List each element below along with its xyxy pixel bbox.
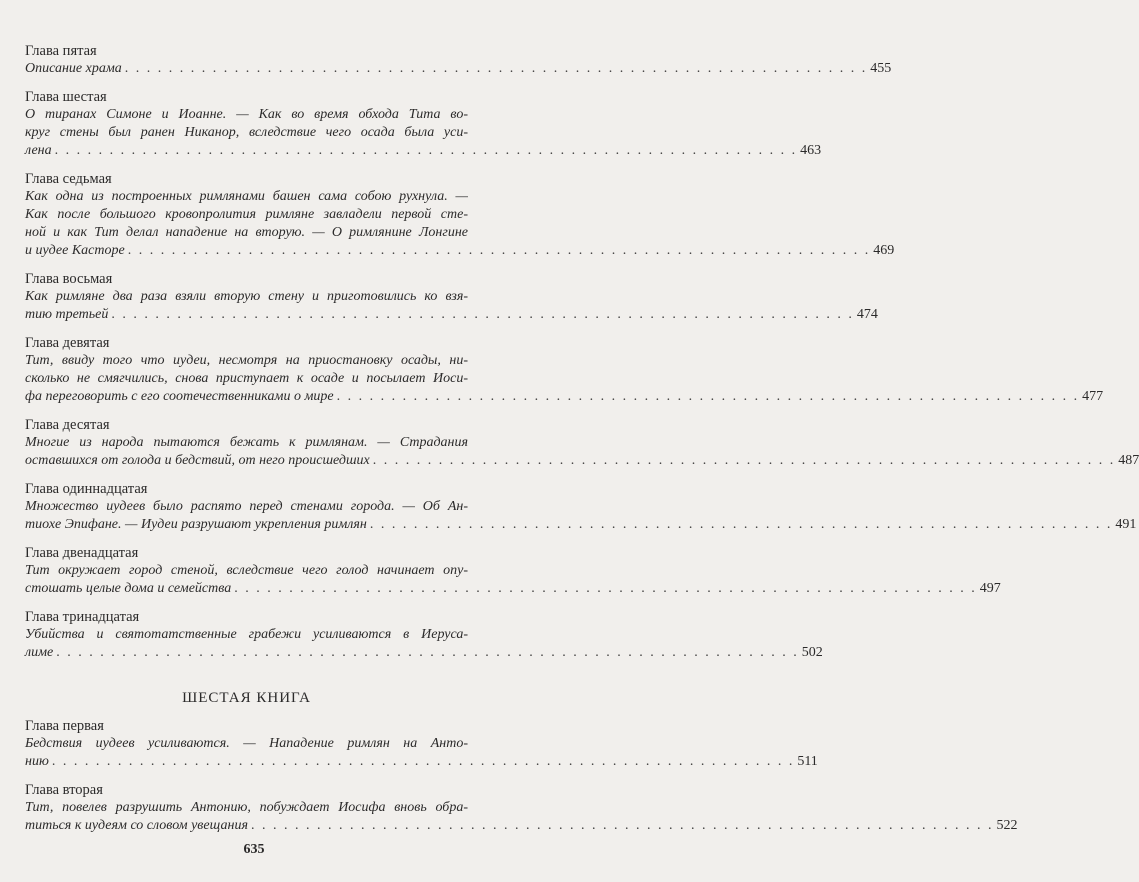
entries-group-a: [25, 42, 1139, 662]
toc-entry: [25, 170, 895, 260]
chapter-description-last-line: [25, 644, 823, 662]
description-text: стошать целые дома и семейства: [25, 581, 232, 596]
chapter-description-line: Тит, повелев разрушить Антонию, побуждает Иосифа вновь обра-: [25, 800, 468, 815]
chapter-description-last-line: [25, 580, 1001, 598]
description-text: лиме: [25, 645, 54, 660]
chapter-description-last-line: [25, 817, 1018, 835]
chapter-title: Глава одиннадцатая: [25, 481, 148, 497]
description-text: лена: [25, 143, 52, 158]
chapter-title: Глава вторая: [25, 782, 103, 798]
chapter-title: Глава седьмая: [25, 171, 112, 187]
dot-leader: . . . . . . . . . . . . . . . . . . . . . . . . . . . . . . . . . . . . . . . . . . . . . . . . . . . . . . . . . . . . . . . . . . . .: [111, 307, 854, 322]
book-heading: ШЕСТАЯ КНИГА: [182, 690, 311, 706]
chapter-title: Глава пятая: [25, 43, 97, 59]
page-reference: 463: [800, 143, 822, 158]
chapter-description-last-line: [25, 452, 1139, 470]
chapter-description-last-line: [25, 753, 818, 771]
description-text: нию: [25, 754, 49, 769]
dot-leader: . . . . . . . . . . . . . . . . . . . . . . . . . . . . . . . . . . . . . . . . . . . . . . . . . . . . . . . . . . . . . . . . . . . .: [369, 517, 1113, 532]
dot-leader: . . . . . . . . . . . . . . . . . . . . . . . . . . . . . . . . . . . . . . . . . . . . . . . . . . . . . . . . . . . . . . . . . . . .: [54, 143, 798, 158]
page-reference: 455: [870, 61, 892, 76]
chapter-title: Глава двенадцатая: [25, 545, 139, 561]
chapter-description-last-line: [25, 306, 878, 324]
toc-entry: [25, 88, 822, 160]
chapter-description-line: сколько не смягчились, снова приступает к осаде и посылает Иоси-: [25, 371, 468, 386]
chapter-title: Глава шестая: [25, 89, 107, 105]
chapter-title: Глава восьмая: [25, 271, 113, 287]
toc-entry: [25, 544, 1001, 598]
table-of-contents: [25, 42, 1139, 845]
chapter-description-line: О тиранах Симоне и Иоанне. — Как во время обхода Тита во-: [25, 107, 468, 122]
dot-leader: . . . . . . . . . . . . . . . . . . . . . . . . . . . . . . . . . . . . . . . . . . . . . . . . . . . . . . . . . . . . . . . . . . . .: [372, 453, 1116, 468]
page-reference: 487: [1118, 453, 1139, 468]
dot-leader: . . . . . . . . . . . . . . . . . . . . . . . . . . . . . . . . . . . . . . . . . . . . . . . . . . . . . . . . . . . . . . . . . . . .: [234, 581, 977, 596]
page-reference: 477: [1082, 389, 1104, 404]
description-text: тию третьей: [25, 307, 109, 322]
chapter-description-line: Убийства и святотатственные грабежи усиливаются в Иеруса-: [25, 627, 468, 642]
chapter-description-line: Как после большого кровопролития римляне завладели первой сте-: [25, 207, 468, 222]
toc-entry: [25, 781, 1018, 835]
chapter-description-last-line: [25, 388, 1104, 406]
page-reference: 474: [856, 307, 878, 322]
chapter-title: Глава девятая: [25, 335, 110, 351]
page-reference: 497: [979, 581, 1001, 596]
chapter-description-last-line: [25, 242, 895, 260]
chapter-description-last-line: [25, 516, 1137, 534]
chapter-description-last-line: [25, 60, 892, 78]
description-text: титься к иудеям со словом увещания: [25, 818, 248, 833]
page-reference: 502: [801, 645, 823, 660]
dot-leader: . . . . . . . . . . . . . . . . . . . . . . . . . . . . . . . . . . . . . . . . . . . . . . . . . . . . . . . . . . . . . . . . . . . .: [56, 645, 799, 660]
page-reference: 522: [996, 818, 1018, 833]
description-text: и иудее Касторе: [25, 243, 125, 258]
chapter-title: Глава первая: [25, 718, 104, 734]
chapter-description-line: ной и как Тит делал нападение на вторую. — О римлянине Лонгине: [25, 225, 468, 240]
dot-leader: . . . . . . . . . . . . . . . . . . . . . . . . . . . . . . . . . . . . . . . . . . . . . . . . . . . . . . . . . . . . . . . . . . . .: [124, 61, 868, 76]
dot-leader: . . . . . . . . . . . . . . . . . . . . . . . . . . . . . . . . . . . . . . . . . . . . . . . . . . . . . . . . . . . . . . . . . . . .: [336, 389, 1080, 404]
page-reference: 469: [873, 243, 895, 258]
page-reference: 491: [1115, 517, 1137, 532]
dot-leader: . . . . . . . . . . . . . . . . . . . . . . . . . . . . . . . . . . . . . . . . . . . . . . . . . . . . . . . . . . . . . . . . . . . .: [127, 243, 871, 258]
toc-entry: [25, 416, 1139, 470]
description-text: Описание храма: [25, 61, 122, 76]
chapter-description-last-line: [25, 142, 822, 160]
description-text: оставшихся от голода и бедствий, от него происшедших: [25, 453, 370, 468]
chapter-description-line: круг стены был ранен Никанор, вследствие чего осада была уси-: [25, 125, 468, 140]
chapter-description-line: Тит окружает город стеной, вследствие чего голод начинает опу-: [25, 563, 468, 578]
toc-entry: [25, 480, 1137, 534]
toc-entry: [25, 608, 823, 662]
chapter-description-line: Как одна из построенных римлянами башен сама собою рухнула. —: [25, 189, 468, 204]
chapter-description-line: Бедствия иудеев усиливаются. — Нападение римлян на Анто-: [25, 736, 468, 751]
page-reference: 511: [797, 754, 818, 769]
chapter-title: Глава тринадцатая: [25, 609, 140, 625]
toc-entry: [25, 717, 818, 771]
chapter-description-line: Многие из народа пытаются бежать к римлянам. — Страдания: [25, 435, 468, 450]
description-text: фа переговорить с его соотечественниками о мире: [25, 389, 334, 404]
toc-entry: [25, 270, 878, 324]
dot-leader: . . . . . . . . . . . . . . . . . . . . . . . . . . . . . . . . . . . . . . . . . . . . . . . . . . . . . . . . . . . . . . . . . . . .: [250, 818, 994, 833]
page-number: 635: [243, 842, 265, 857]
chapter-title: Глава десятая: [25, 417, 110, 433]
chapter-description-line: Тит, ввиду того что иудеи, несмотря на приостановку осады, ни-: [25, 353, 468, 368]
chapter-description-line: Множество иудеев было распято перед стенами города. — Об Ан-: [25, 499, 468, 514]
toc-entry: [25, 42, 892, 78]
description-text: тиохе Эпифане. — Иудеи разрушают укрепления римлян: [25, 517, 367, 532]
toc-entry: [25, 334, 1104, 406]
entries-group-b: [25, 717, 1018, 835]
chapter-description-line: Как римляне два раза взяли вторую стену и приготовились ко взя-: [25, 289, 468, 304]
dot-leader: . . . . . . . . . . . . . . . . . . . . . . . . . . . . . . . . . . . . . . . . . . . . . . . . . . . . . . . . . . . . . . . . . . . .: [51, 754, 795, 769]
